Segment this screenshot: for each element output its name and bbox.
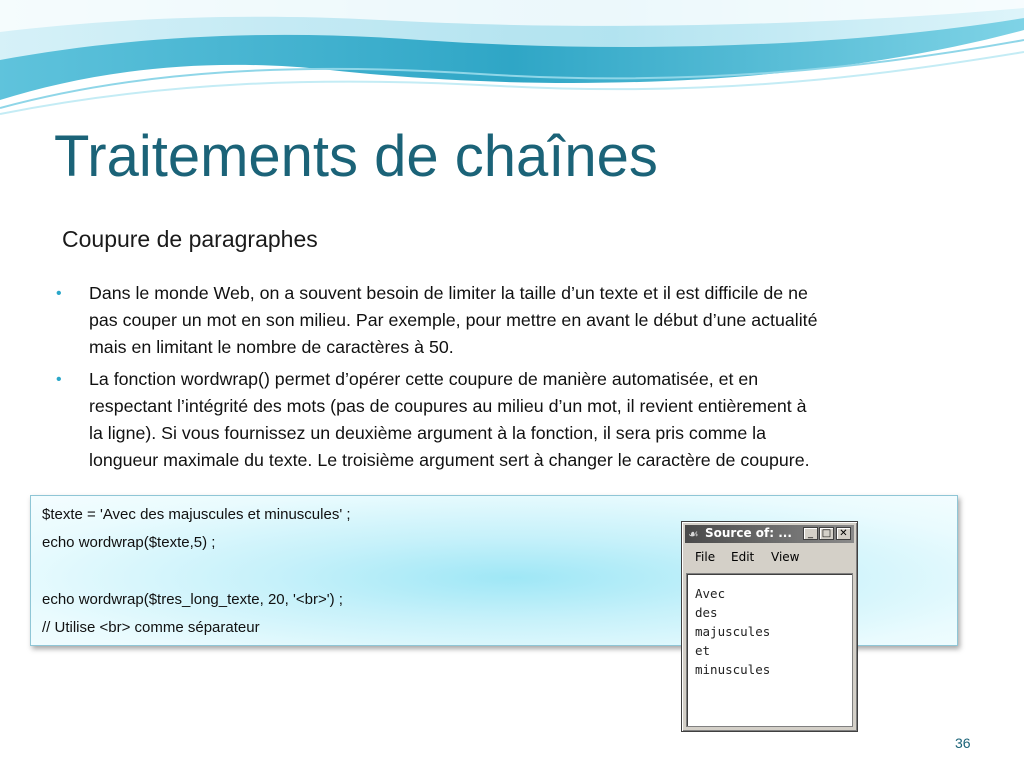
source-window — [681, 521, 858, 732]
output-line: minuscules — [695, 662, 771, 677]
bullet-line: Dans le monde Web, on a souvent besoin de limiter la taille d’un texte et il est difficile de ne — [89, 283, 808, 303]
menu-edit[interactable]: Edit — [731, 550, 755, 564]
header-wave-decoration — [0, 0, 1024, 120]
slide-subtitle: Coupure de paragraphes — [62, 226, 318, 252]
bullet-line: la ligne). Si vous fournissez un deuxième argument à la fonction, il sera pris comme la — [89, 423, 766, 443]
code-line: echo wordwrap($tres_long_texte, 20, '<br>') ; — [42, 591, 343, 608]
bullet-dot-icon: • — [56, 285, 62, 302]
bullet-line: respectant l’intégrité des mots (pas de coupures au milieu d’un mot, il revient entièrement à — [89, 396, 807, 416]
bullet-line: pas couper un mot en son milieu. Par exemple, pour mettre en avant le début d’une actualité — [89, 310, 818, 330]
output-line: Avec — [695, 586, 726, 601]
app-icon: ☙ — [688, 527, 699, 541]
bullet-line: La fonction wordwrap() permet d’opérer cette coupure de manière automatisée, et en — [89, 369, 759, 389]
bullet-item — [56, 366, 956, 474]
slide-title: Traitements de chaînes — [54, 124, 658, 189]
code-line: echo wordwrap($texte,5) ; — [42, 534, 216, 551]
output-line: majuscules — [695, 624, 771, 639]
maximize-button[interactable]: □ — [819, 527, 834, 540]
code-line: // Utilise <br> comme séparateur — [42, 619, 260, 636]
bullet-item — [56, 280, 956, 361]
code-line: $texte = 'Avec des majuscules et minuscules' ; — [42, 506, 351, 523]
page-number: 36 — [955, 735, 971, 751]
source-window-menubar — [685, 547, 854, 567]
output-line: et — [695, 643, 711, 658]
bullet-list — [56, 280, 956, 479]
menu-file[interactable]: File — [695, 550, 716, 564]
source-window-titlebar[interactable] — [685, 525, 854, 543]
close-button[interactable]: ✕ — [836, 527, 851, 540]
output-line: des — [695, 605, 718, 620]
bullet-line: longueur maximale du texte. Le troisième argument sert à changer le caractère de coupure. — [89, 450, 810, 470]
source-window-content[interactable] — [686, 573, 853, 727]
source-window-title: Source of: ... — [705, 526, 792, 540]
bullet-dot-icon: • — [56, 371, 62, 388]
minimize-button[interactable]: _ — [803, 527, 818, 540]
bullet-line: mais en limitant le nombre de caractères à 50. — [89, 337, 454, 357]
menu-view[interactable]: View — [771, 550, 800, 564]
